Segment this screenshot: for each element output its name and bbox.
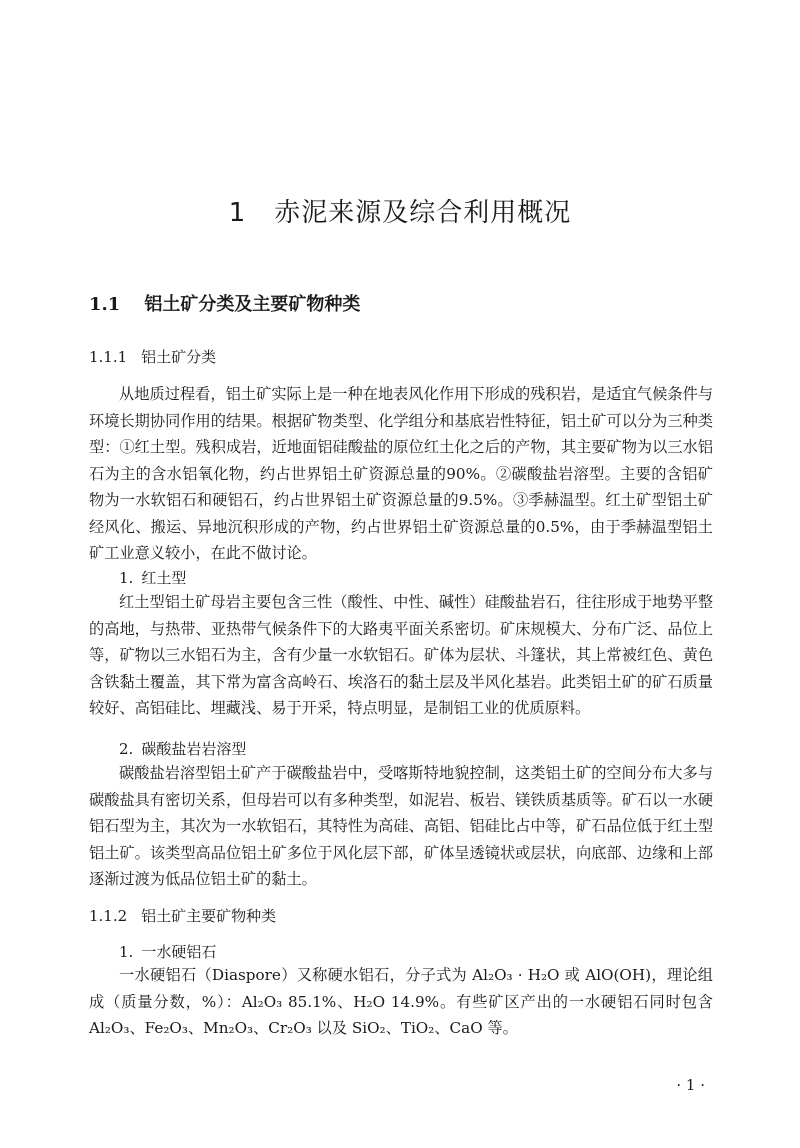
section-heading [89, 290, 360, 316]
item-heading-karst [119, 738, 246, 759]
item-title: 一水硬铝石 [141, 943, 217, 961]
paragraph-laterite: 红土型铝土矿母岩主要包含三性（酸性、中性、碱性）硅酸盐岩石，往往形成于地势平整的高地，与热带、亚热带气候条件下的大路夷平面关系密切。矿床规模大、分布广泛、品位上等，矿物以三水铝石为主，含有少量一水软铝石。矿体为层状、斗篷状，其上常被红色、黄色含铁黏土覆盖，其下常为富含高岭石、埃洛石的黏土层及半风化基岩。此类铝土矿的矿石质量较好、高铝硅比、埋藏浅、易于开采，特点明显，是制铝工业的优质原料。 [89, 593, 713, 717]
item-number: 1. [119, 943, 134, 961]
chapter-number: 1 [228, 198, 247, 228]
paragraph-karst: 碳酸盐岩溶型铝土矿产于碳酸盐岩中，受喀斯特地貌控制，这类铝土矿的空间分布大多与碳酸盐具有密切关系，但母岩可以有多种类型，如泥岩、板岩、镁铁质基质等。矿石以一水硬铝石型为主，其次为一水软铝石，其特性为高硅、高铝、铝硅比占中等，矿石品位低于红土型铝土矿。该类型高品位铝土矿多位于风化层下部，矿体呈透镜状或层状，向底部、边缘和上部逐渐过渡为低品位铝土矿的黏土。 [89, 764, 713, 888]
subsection-number-1: 1.1.1 [89, 348, 128, 366]
subsection-heading-1 [89, 346, 216, 367]
section-title-text: 铝土矿分类及主要矿物种类 [144, 294, 361, 315]
subsection-heading-2 [89, 905, 276, 926]
item-number: 1. [119, 569, 134, 587]
subsection-title-2: 铝土矿主要矿物种类 [141, 907, 277, 925]
section-number: 1.1 [89, 294, 121, 315]
item-heading-laterite [119, 567, 186, 588]
page-number: · 1 · [676, 1076, 705, 1094]
paragraph-diaspore: 一水硬铝石（Diaspore）又称硬水铝石，分子式为 Al₂O₃ · H₂O 或 AlO(OH)，理论组成（质量分数，%）：Al₂O₃ 85.1%、H₂O 14.9%。有些矿区产出的一水硬铝石同时包含 Al₂O₃、Fe₂O₃、Mn₂O₃、Cr₂O₃ 以及 SiO₂、TiO₂、CaO 等。 [89, 966, 713, 1037]
chapter-title-text: 赤泥来源及综合利用概况 [274, 198, 572, 228]
item-title: 红土型 [141, 569, 187, 587]
paragraph-classification: 从地质过程看，铝土矿实际上是一种在地表风化作用下形成的残积岩，是适宜气候条件与环境长期协同作用的结果。根据矿物类型、化学组分和基底岩性特征，铝土矿可以分为三种类型：①红土型。残积成岩，近地面铝硅酸盐的原位红土化之后的产物，其主要矿物为以三水铝石为主的含水铝氧化物，约占世界铝土矿资源总量的90%。②碳酸盐岩溶型。主要的含铝矿物为一水软铝石和硬铝石，约占世界铝土矿资源总量的9.5%。③季赫温型。红土矿型铝土矿经风化、搬运、异地沉积形成的产物，约占世界铝土矿资源总量的0.5%，由于季赫温型铝土矿工业意义较小，在此不做讨论。 [89, 385, 713, 562]
item-number: 2. [119, 740, 134, 758]
subsection-number-2: 1.1.2 [89, 907, 128, 925]
subsection-title-1: 铝土矿分类 [141, 348, 217, 366]
chapter-title [0, 192, 800, 229]
item-title: 碳酸盐岩岩溶型 [141, 740, 247, 758]
item-heading-diaspore [119, 941, 216, 962]
